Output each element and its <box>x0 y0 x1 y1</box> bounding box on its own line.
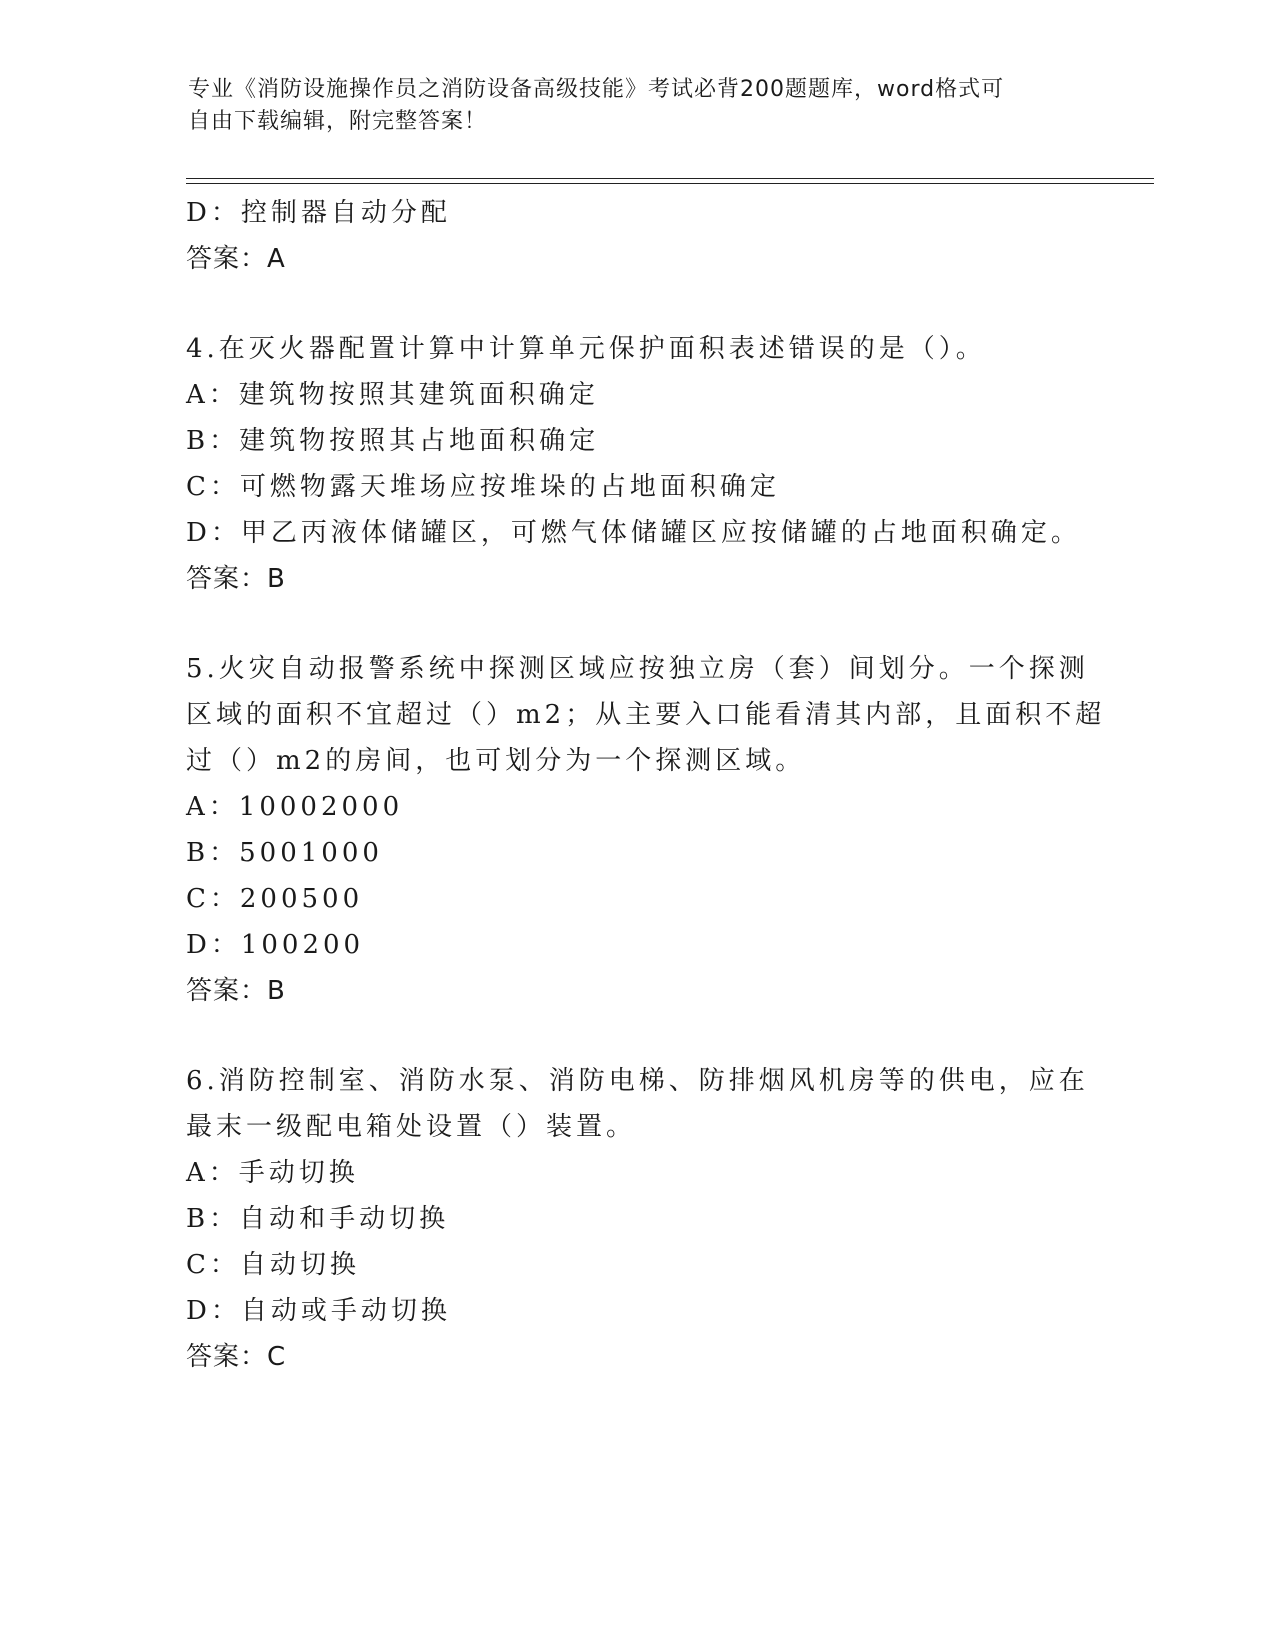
option-d: D：控制器自动分配 <box>186 198 451 228</box>
option-a: A：手动切换 <box>186 1158 359 1188</box>
question-5 <box>186 646 1106 1014</box>
document-header <box>188 74 1068 138</box>
option-a: A：10002000 <box>186 792 404 822</box>
option-d: D：100200 <box>186 930 365 960</box>
question-stem-line-3: 过（）m2的房间，也可划分为一个探测区域。 <box>186 746 806 776</box>
question-prev <box>186 190 1086 282</box>
header-line-1: 专业《消防设施操作员之消防设备高级技能》考试必背200题题库，word格式可 <box>188 77 1005 102</box>
option-b: B：建筑物按照其占地面积确定 <box>186 426 600 456</box>
spacer <box>186 602 1086 646</box>
question-stem: 4.在灭火器配置计算中计算单元保护面积表述错误的是（）。 <box>186 334 986 364</box>
option-d: D：自动或手动切换 <box>186 1296 451 1326</box>
option-b: B：自动和手动切换 <box>186 1204 450 1234</box>
question-stem-line-1: 6.消防控制室、消防水泵、消防电梯、防排烟风机房等的供电，应在 <box>186 1066 1089 1096</box>
question-stem-line-2: 区域的面积不宜超过（）m2；从主要入口能看清其内部，且面积不超 <box>186 700 1106 730</box>
option-b: B：5001000 <box>186 838 383 868</box>
option-c: C：200500 <box>186 884 364 914</box>
question-4 <box>186 326 1086 602</box>
spacer <box>186 1014 1086 1058</box>
header-rule-bottom <box>186 183 1154 184</box>
answer-line: 答案：B <box>186 976 286 1006</box>
option-c: C：可燃物露天堆场应按堆垛的占地面积确定 <box>186 472 780 502</box>
question-6 <box>186 1058 1089 1380</box>
header-rule-top <box>186 178 1154 179</box>
answer-line: 答案：A <box>186 244 286 274</box>
question-stem-line-2: 最末一级配电箱处设置（）装置。 <box>186 1112 637 1142</box>
option-a: A：建筑物按照其建筑面积确定 <box>186 380 599 410</box>
option-c: C：自动切换 <box>186 1250 360 1280</box>
header-line-2: 自由下载编辑，附完整答案！ <box>188 109 488 134</box>
answer-line: 答案：C <box>186 1342 287 1372</box>
question-stem-line-1: 5.火灾自动报警系统中探测区域应按独立房（套）间划分。一个探测 <box>186 654 1089 684</box>
question-list <box>186 190 1106 1380</box>
answer-line: 答案：B <box>186 564 286 594</box>
spacer <box>186 282 1086 326</box>
option-d: D：甲乙丙液体储罐区，可燃气体储罐区应按储罐的占地面积确定。 <box>186 518 1081 548</box>
